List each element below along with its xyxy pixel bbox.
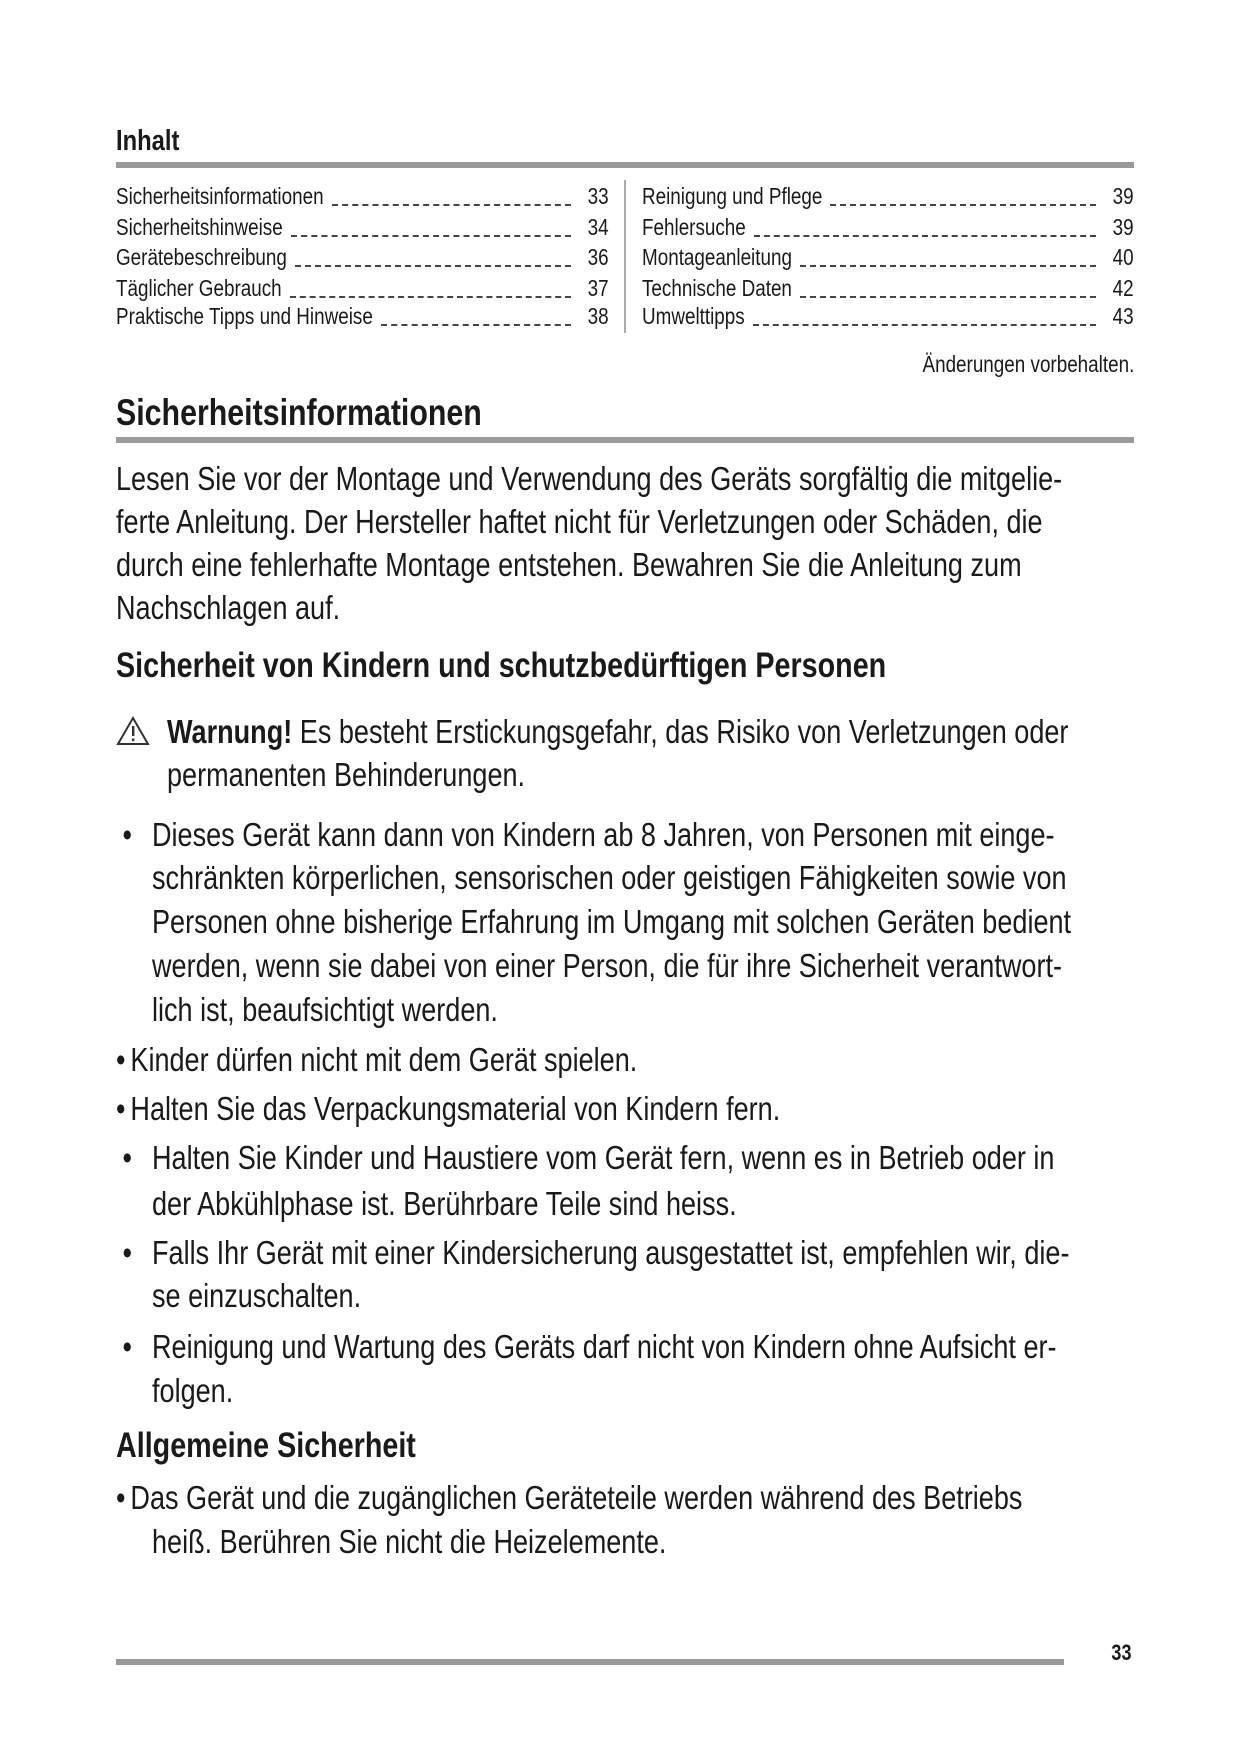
bullet-line bbox=[116, 1090, 780, 1128]
intro-line: durch eine fehlerhafte Montage entstehen. Bewahren Sie die Anleitung zum bbox=[116, 546, 1022, 583]
bullet-line bbox=[116, 1041, 637, 1079]
bullet-text: lich ist, beaufsichtigt werden. bbox=[152, 991, 498, 1028]
warning-line: permanenten Behinderungen. bbox=[167, 756, 526, 793]
bullet-line bbox=[116, 1479, 1022, 1517]
bullet-line bbox=[122, 1234, 1070, 1272]
bullet-line bbox=[152, 903, 1071, 941]
changes-reserved-note: Änderungen vorbehalten. bbox=[922, 351, 1134, 377]
toc-entry-label[interactable]: Fehlersuche bbox=[642, 214, 746, 240]
bullet-line bbox=[122, 1139, 1055, 1177]
bullet-line bbox=[152, 1372, 233, 1410]
bullet-text: Personen ohne bisherige Erfahrung im Umgang mit solchen Geräten bedient bbox=[152, 903, 1072, 940]
toc-leader bbox=[381, 324, 571, 326]
bullet-text: Dieses Gerät kann dann von Kindern ab 8 Jahren, von Personen mit einge- bbox=[152, 816, 1055, 853]
toc-leader bbox=[830, 204, 1096, 206]
bullet-text: Reinigung und Wartung des Geräts darf nicht von Kindern ohne Aufsicht er- bbox=[152, 1328, 1057, 1365]
toc-entry-page: 34 bbox=[588, 214, 609, 240]
toc-leader bbox=[295, 265, 571, 267]
bullet-line bbox=[152, 991, 498, 1029]
toc-entry-label[interactable]: Sicherheitshinweise bbox=[116, 214, 283, 240]
bullet-icon: • bbox=[122, 1234, 132, 1271]
intro-line: ferte Anleitung. Der Hersteller haftet nicht für Verletzungen oder Schäden, die bbox=[116, 503, 1043, 540]
bullet-text: werden, wenn sie dabei von einer Person, die für ihre Sicherheit verantwort- bbox=[152, 947, 1063, 984]
toc-entry-page: 40 bbox=[1113, 244, 1134, 270]
bullet-line bbox=[122, 816, 1055, 854]
bullet-text: se einzuschalten. bbox=[152, 1277, 362, 1314]
intro-line: Lesen Sie vor der Montage und Verwendung des Geräts sorgfältig die mitgelie- bbox=[116, 460, 1063, 497]
general-safety-heading: Allgemeine Sicherheit bbox=[116, 1426, 416, 1465]
warning-text: Es besteht Erstickungsgefahr, das Risiko von Verletzungen oder bbox=[299, 713, 1069, 750]
bullet-text: der Abkühlphase ist. Berührbare Teile sind heiss. bbox=[152, 1185, 737, 1222]
bullet-text: schränkten körperlichen, sensorischen oder geistigen Fähigkeiten sowie von bbox=[152, 859, 1067, 896]
toc-leader bbox=[800, 296, 1096, 298]
bullet-text: folgen. bbox=[152, 1372, 234, 1409]
warning-label: Warnung! bbox=[167, 713, 293, 750]
bullet-text: Halten Sie das Verpackungsmaterial von Kindern fern. bbox=[130, 1090, 781, 1127]
bullet-text: Kinder dürfen nicht mit dem Gerät spielen. bbox=[130, 1041, 638, 1078]
toc-entry-label[interactable]: Umwelttipps bbox=[642, 303, 745, 329]
toc-entry-page: 39 bbox=[1113, 214, 1134, 240]
bullet-line bbox=[152, 1277, 361, 1315]
toc-entry-label[interactable]: Technische Daten bbox=[642, 275, 792, 301]
intro-line: Nachschlagen auf. bbox=[116, 589, 341, 626]
toc-entry-page: 43 bbox=[1113, 303, 1134, 329]
toc-entry-page: 42 bbox=[1113, 275, 1134, 301]
toc-title: Inhalt bbox=[116, 125, 180, 157]
toc-column-divider bbox=[624, 180, 626, 333]
toc-leader bbox=[290, 296, 571, 298]
bullet-text: Das Gerät und die zugänglichen Geräteteile werden während des Betriebs bbox=[130, 1479, 1023, 1516]
toc-entry-page: 37 bbox=[588, 275, 609, 301]
section-rule bbox=[116, 437, 1134, 443]
bullet-line bbox=[152, 1185, 737, 1223]
page-number: 33 bbox=[1110, 1640, 1131, 1665]
toc-entry-page: 36 bbox=[588, 244, 609, 270]
toc-entry-label[interactable]: Reinigung und Pflege bbox=[642, 183, 823, 209]
bullet-text: Falls Ihr Gerät mit einer Kindersicherung ausgestattet ist, empfehlen wir, die- bbox=[152, 1234, 1070, 1271]
toc-rule bbox=[116, 162, 1134, 168]
toc-leader bbox=[754, 235, 1096, 237]
section-title: Sicherheitsinformationen bbox=[116, 392, 482, 433]
toc-entry-page: 38 bbox=[588, 303, 609, 329]
bullet-icon: • bbox=[122, 1139, 132, 1176]
bullet-icon: • bbox=[116, 1479, 126, 1516]
toc-leader bbox=[291, 235, 571, 237]
toc-leader bbox=[800, 265, 1096, 267]
bullet-text: heiß. Berühren Sie nicht die Heizelemente. bbox=[152, 1523, 667, 1560]
toc-entry-label[interactable]: Sicherheitsinformationen bbox=[116, 183, 324, 209]
bullet-icon: • bbox=[116, 1041, 126, 1078]
children-safety-heading: Sicherheit von Kindern und schutzbedürftigen Personen bbox=[116, 646, 887, 685]
toc-entry-label[interactable]: Praktische Tipps und Hinweise bbox=[116, 303, 373, 329]
bullet-line bbox=[152, 1523, 666, 1561]
toc-entry-page: 33 bbox=[588, 183, 609, 209]
bullet-line bbox=[122, 1328, 1057, 1366]
bullet-icon: • bbox=[122, 1328, 132, 1365]
toc-entry-label[interactable]: Montageanleitung bbox=[642, 244, 792, 270]
bullet-line bbox=[152, 947, 1062, 985]
footer-rule bbox=[116, 1659, 1064, 1665]
toc-entry-label[interactable]: Täglicher Gebrauch bbox=[116, 275, 282, 301]
toc-leader bbox=[332, 204, 571, 206]
bullet-icon: • bbox=[116, 1090, 126, 1127]
bullet-line bbox=[152, 859, 1067, 897]
warning-triangle-icon bbox=[116, 716, 150, 746]
toc-entry-label[interactable]: Gerätebeschreibung bbox=[116, 244, 287, 270]
toc-entry-page: 39 bbox=[1113, 183, 1134, 209]
bullet-text: Halten Sie Kinder und Haustiere vom Gerät fern, wenn es in Betrieb oder in bbox=[152, 1139, 1055, 1176]
warning-line bbox=[167, 713, 1068, 751]
toc-leader bbox=[753, 324, 1096, 326]
bullet-icon: • bbox=[122, 816, 132, 853]
